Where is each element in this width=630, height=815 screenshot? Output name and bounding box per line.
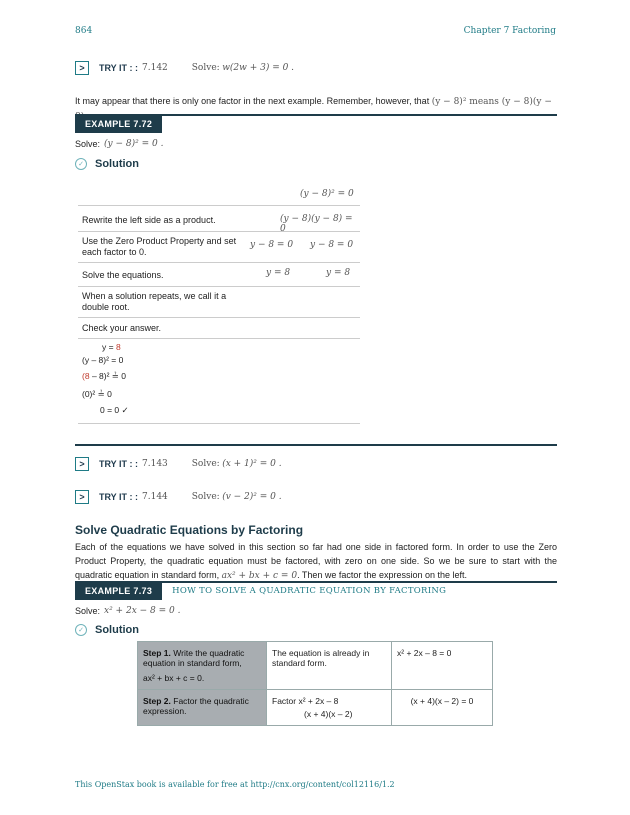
table-row (138, 690, 493, 726)
solve-prefix: Solve: (191, 459, 220, 469)
example-equation: x² + 2x − 8 = 0 . (104, 606, 181, 616)
solution-label: Solution (95, 158, 139, 170)
result-cell: (x + 4)(x – 2) = 0 (392, 690, 493, 726)
table-row (138, 642, 493, 690)
how-to-table (137, 641, 493, 726)
check-line (82, 371, 126, 382)
check-value: 8 (115, 342, 121, 352)
result-cell: x² + 2x – 8 = 0 (392, 642, 493, 690)
check-line: (y – 8)² = 0 (82, 355, 124, 365)
section-text: Each of the equations we have solved in this section so far had one side in factored form. In order to use the Zero Product Property, the quadratic equation must be factored, with zero on one side. So we be sure to start with the quadratic equation in standard form, (75, 542, 557, 580)
intro-text: It may appear that there is only one factor in the next example. Remember, however, that (75, 96, 430, 106)
explain-cell: The equation is already in standard form. (267, 642, 392, 690)
check-block (78, 339, 360, 424)
check-line (102, 342, 121, 352)
step-text: Rewrite the left side as a product. (82, 215, 216, 225)
step-row (78, 287, 360, 318)
top-equation: (y − 8)² = 0 (300, 189, 354, 199)
example-solve-line (75, 139, 163, 149)
try-it-label: TRY IT : : (99, 63, 138, 73)
solve-prefix: Solve: (75, 606, 101, 616)
section-math: ax² + bx + c = 0 (221, 571, 298, 581)
check-text: – 8)² ≟ 0 (89, 371, 126, 381)
step-row (78, 232, 360, 263)
step-number: Step 1. (143, 648, 171, 658)
example-end-rule (75, 444, 557, 446)
example-badge: EXAMPLE 7.73 (75, 582, 162, 600)
solution-heading (75, 624, 139, 636)
solve-prefix: Solve: (191, 492, 220, 502)
try-it-equation: (x + 1)² = 0 . (222, 459, 282, 469)
check-text: ( (82, 371, 85, 381)
step-text: Check your answer. (82, 323, 162, 333)
example-header (75, 582, 446, 600)
intro-math: (y − 8)² means (y − 8)(y − (431, 97, 552, 107)
explain-factored: (x + 4)(x – 2) (304, 709, 353, 719)
step-cell (138, 690, 267, 726)
try-it-label: TRY IT : : (99, 492, 138, 502)
try-it-number: 7.143 (142, 459, 168, 469)
try-it-number: 7.142 (142, 63, 168, 73)
step-math: y − 8 = 0 (250, 240, 294, 250)
step-text: Solve the equations. (82, 270, 164, 280)
step-math: (y − 8)(y − 8) = 0 (280, 214, 353, 234)
example-solve-line (75, 606, 180, 616)
try-it-equation: (v − 2)² = 0 . (222, 492, 282, 502)
step-row (78, 318, 360, 339)
check-line: (0)² ≟ 0 (82, 389, 112, 399)
page-number: 864 (75, 26, 93, 36)
example-badge: EXAMPLE 7.72 (75, 115, 162, 133)
step-text: Use the Zero Product Property and set each factor to 0. (82, 236, 237, 257)
chevron-right-icon[interactable]: > (75, 61, 89, 75)
explain-cell (267, 690, 392, 726)
solution-label: Solution (95, 624, 139, 636)
explain-text: Factor x² + 2x – 8 (272, 696, 339, 706)
section-heading: Solve Quadratic Equations by Factoring (75, 523, 304, 537)
check-line: 0 = 0 ✓ (100, 405, 129, 415)
step-math: y = 8 (266, 268, 291, 278)
chevron-right-icon[interactable]: > (75, 457, 89, 471)
check-value: 8 (84, 371, 90, 381)
example-subtitle: HOW TO SOLVE A QUADRATIC EQUATION BY FACTORING (172, 586, 447, 596)
try-it-7-142 (75, 61, 294, 75)
try-it-number: 7.144 (142, 492, 168, 502)
step-row (78, 263, 360, 287)
footer-text: This OpenStax book is available for free at http://cnx.org/content/col12116/1.2 (75, 780, 395, 789)
step-number: Step 2. (143, 696, 171, 706)
section-paragraph (75, 540, 557, 583)
step-math: y = 8 (326, 268, 351, 278)
step-cell (138, 642, 267, 690)
try-it-7-143 (75, 457, 282, 471)
check-text: y = (102, 342, 116, 352)
check-circle-icon: ✓ (75, 158, 87, 170)
step-extra: ax² + bx + c = 0. (143, 673, 205, 683)
try-it-7-144 (75, 490, 282, 504)
try-it-label: TRY IT : : (99, 459, 138, 469)
example-equation: (y − 8)² = 0 . (104, 139, 164, 149)
section-text-end: . Then we factor the expression on the left. (297, 570, 467, 580)
solution-heading (75, 158, 139, 170)
chapter-title: Chapter 7 Factoring (463, 26, 556, 36)
step-text: When a solution repeats, we call it a double root. (82, 291, 227, 312)
step-math: y − 8 = 0 (310, 240, 354, 250)
solve-prefix: Solve: (191, 63, 220, 73)
check-circle-icon: ✓ (75, 624, 87, 636)
step-text: Write the quadratic equation in standard form, (143, 648, 245, 668)
step-text: Factor the quadratic expression. (143, 696, 249, 716)
chevron-right-icon[interactable]: > (75, 490, 89, 504)
try-it-equation: w(2w + 3) = 0 . (222, 63, 295, 73)
step-row (78, 206, 360, 232)
solve-prefix: Solve: (75, 139, 101, 149)
